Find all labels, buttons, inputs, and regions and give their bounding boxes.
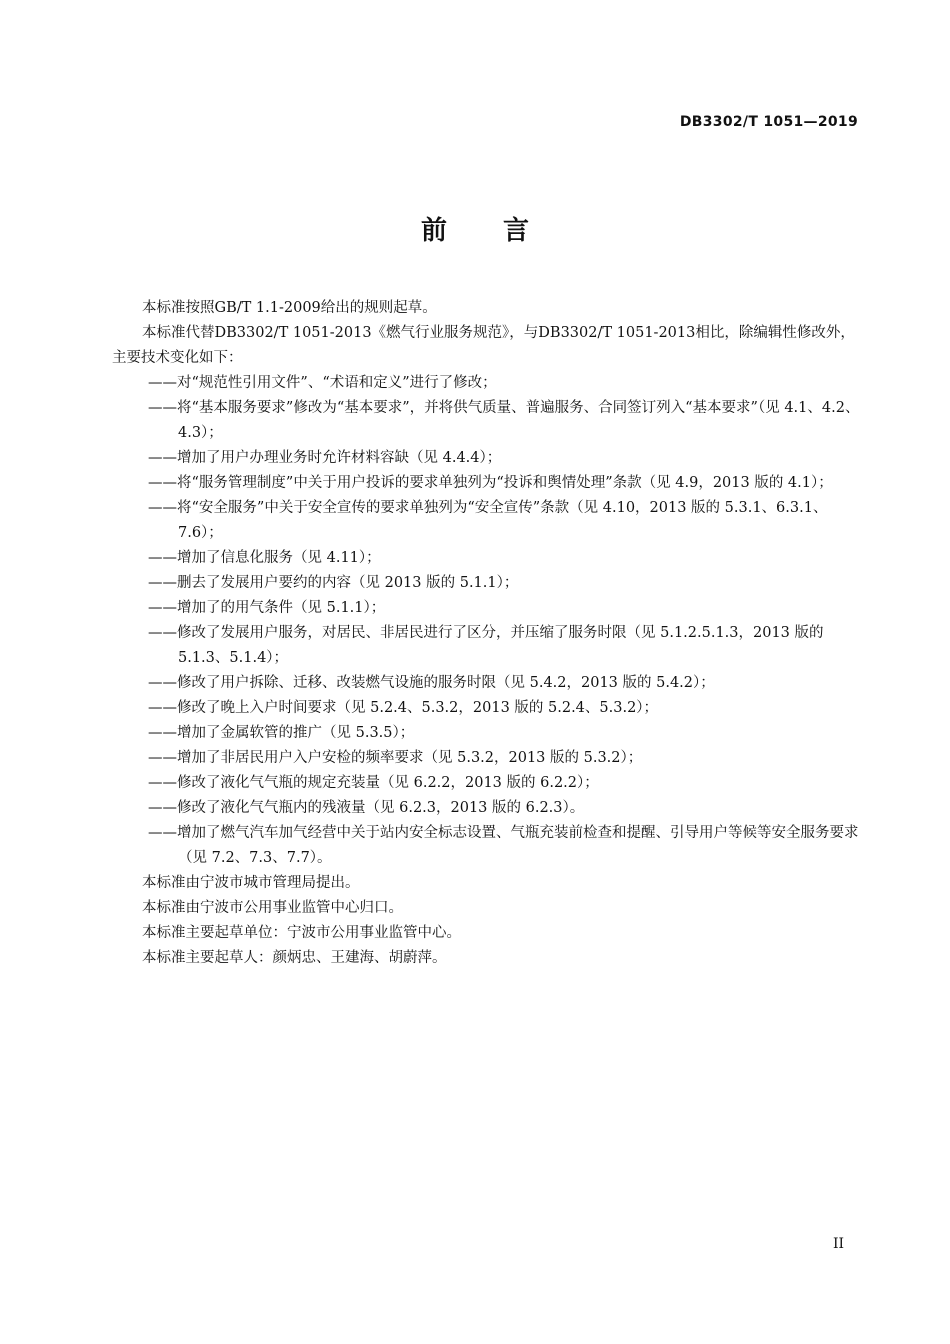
change-item: ——将“服务管理制度”中关于用户投诉的要求单独列为“投诉和舆情处理”条款（见 4.9，2013 版的 4.1）； <box>148 475 833 491</box>
change-item: ——将“安全服务”中关于安全宣传的要求单独列为“安全宣传”条款（见 4.10，2013 版的 5.3.1、6.3.1、7.6）； <box>148 500 828 541</box>
change-item: ——增加了非居民用户入户安检的频率要求（见 5.3.2，2013 版的 5.3.2）； <box>148 750 643 766</box>
change-item: ——将“基本服务要求”修改为“基本要求”，并将供气质量、普遍服务、合同签订列入“基本要求”（见 4.1、4.2、4.3）； <box>148 400 860 441</box>
change-item: ——删去了发展用户要约的内容（见 2013 版的 5.1.1）； <box>148 575 519 591</box>
change-item: ——增加了的用气条件（见 5.1.1）； <box>148 600 386 616</box>
change-item: ——修改了液化气气瓶内的残液量（见 6.2.3，2013 版的 6.2.3）。 <box>148 800 585 816</box>
change-item: ——修改了发展用户服务，对居民、非居民进行了区分，并压缩了服务时限（见 5.1.2.5.1.3，2013 版的 5.1.3、5.1.4）； <box>148 625 824 666</box>
closing-paragraph: 本标准由宁波市公用事业监管中心归口。 <box>142 900 403 916</box>
change-item: ——增加了金属软管的推广（见 5.3.5）； <box>148 725 415 741</box>
change-item: ——对“规范性引用文件”、“术语和定义”进行了修改； <box>148 375 497 391</box>
intro-paragraph: 本标准代替DB3302/T 1051-2013《燃气行业服务规范》，与DB3302/T 1051-2013相比，除编辑性修改外，主要技术变化如下： <box>112 325 855 366</box>
page-title: 前言 <box>420 216 585 246</box>
page-number: II <box>832 1236 844 1252</box>
change-item: ——修改了用户拆除、迁移、改装燃气设施的服务时限（见 5.4.2，2013 版的 5.4.2）； <box>148 675 715 691</box>
change-item: ——修改了晚上入户时间要求（见 5.2.4、5.3.2，2013 版的 5.2.4、5.3.2）； <box>148 700 659 716</box>
closing-paragraph: 本标准由宁波市城市管理局提出。 <box>142 875 360 891</box>
change-item: ——增加了信息化服务（见 4.11）； <box>148 550 381 566</box>
change-item: ——修改了液化气气瓶的规定充装量（见 6.2.2，2013 版的 6.2.2）； <box>148 775 599 791</box>
intro-paragraph: 本标准按照GB/T 1.1-2009给出的规则起草。 <box>142 300 437 316</box>
foreword-body <box>112 296 862 971</box>
change-item: ——增加了燃气汽车加气经营中关于站内安全标志设置、气瓶充装前检查和提醒、引导用户等候等安全服务要求（见 7.2、7.3、7.7）。 <box>148 825 859 866</box>
document-number: DB3302/T 1051—2019 <box>679 114 858 130</box>
change-item: ——增加了用户办理业务时允许材料容缺（见 4.4.4）； <box>148 450 502 466</box>
closing-paragraph: 本标准主要起草单位：宁波市公用事业监管中心。 <box>142 925 461 941</box>
closing-paragraph: 本标准主要起草人：颜炳忠、王建海、胡蔚萍。 <box>142 950 447 966</box>
